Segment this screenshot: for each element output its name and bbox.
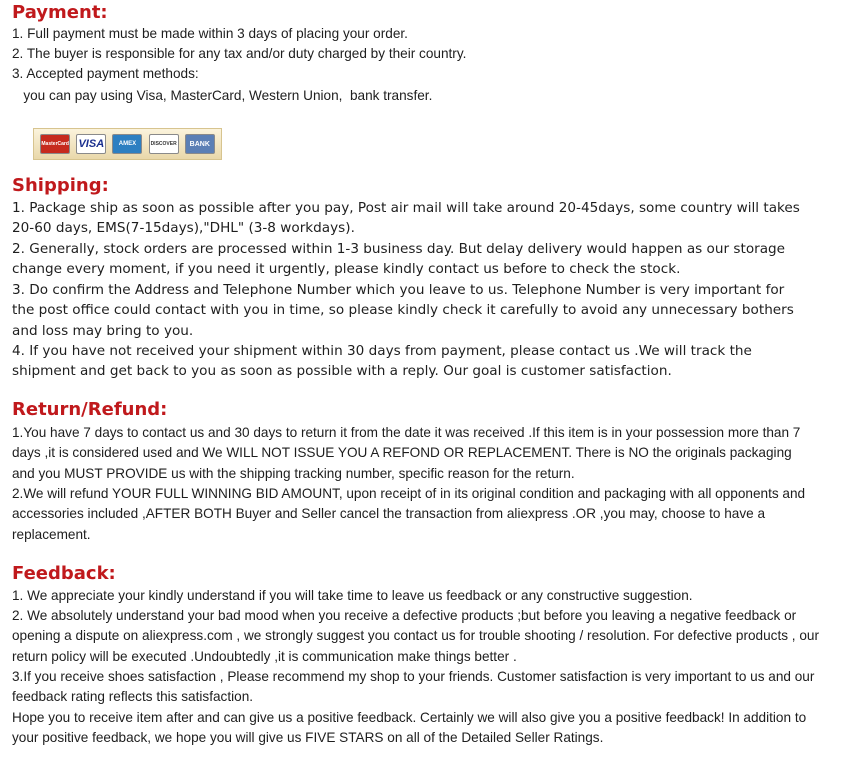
bank-logo: BANK — [185, 134, 215, 154]
payment-heading: Payment: — [12, 2, 108, 23]
refund-paragraph-1: 1.You have 7 days to contact us and 30 days to return it from the date it was received .If this item is in your possession more than 7 days ,it is considered used and We WILL NOT ISSUE YOU A REFOND OR REPLACEMENT. There is NO the originals packaging and you MUST PROVIDE us with the shipping tracking number, specific reason for the return. — [12, 425, 801, 481]
feedback-paragraph-2: 2. We absolutely understand your bad mood when you receive a defective products ;but before you leaving a negative feedback or opening a dispute on aliexpress.com , we strongly suggest you contact us for trouble shooting / resolution. For defective products , our return policy will be executed .Undoubtedly ,it is communication make things better . — [12, 608, 820, 664]
payment-cards-banner — [33, 128, 222, 160]
visa-logo: VISA — [76, 134, 106, 154]
amex-logo: AMEX — [112, 134, 142, 154]
shipping-paragraph-2: 2. Generally, stock orders are processed within 1-3 business day. But delay delivery would happen as our storage change every moment, if you need it urgently, please kindly contact us before to check the stock. — [12, 241, 786, 278]
discover-logo: DISCOVER — [149, 134, 179, 154]
shipping-paragraph-3: 3. Do confirm the Address and Telephone Number which you leave to us. Telephone Number is very important for the post office could contact with you in time, so please kindly check it carefully to avoid any unnecessary bothers and loss may bring to you. — [12, 282, 794, 339]
feedback-paragraph-3: 3.If you receive shoes satisfaction , Please recommend my shop to your friends. Customer satisfaction is very important to us and our feedback rating reflects this satisfaction. — [12, 669, 815, 705]
shipping-heading: Shipping: — [12, 175, 109, 196]
payment-line-1: 1. Full payment must be made within 3 days of placing your order. — [12, 26, 408, 41]
payment-line-2: 2. The buyer is responsible for any tax and/or duty charged by their country. — [12, 46, 467, 61]
refund-paragraph-2: 2.We will refund YOUR FULL WINNING BID AMOUNT, upon receipt of in its original condition and packaging with all opponents and accessories included ,AFTER BOTH Buyer and Seller cancel the transaction from aliexpress .OR ,you may, choose to have a replacement. — [12, 486, 806, 542]
payment-line-4: you can pay using Visa, MasterCard, Western Union, bank transfer. — [12, 88, 433, 103]
feedback-paragraph-4: Hope you to receive item after and can give us a positive feedback. Certainly we will also give you a positive feedback! In addition to your positive feedback, we hope you will give us FIVE STARS on all of the Detailed Seller Ratings. — [12, 710, 807, 746]
feedback-heading: Feedback: — [12, 563, 116, 584]
shipping-paragraph-1: 1. Package ship as soon as possible after you pay, Post air mail will take around 20-45days, some country will takes 20-60 days, EMS(7-15days),"DHL" (3-8 workdays). — [12, 200, 800, 237]
payment-line-3: 3. Accepted payment methods: — [12, 66, 199, 81]
refund-heading: Return/Refund: — [12, 399, 168, 420]
feedback-paragraph-1: 1. We appreciate your kindly understand if you will take time to leave us feedback or any constructive suggestion. — [12, 588, 693, 603]
shipping-paragraph-4: 4. If you have not received your shipment within 30 days from payment, please contact us .We will track the shipment and get back to you as soon as possible with a reply. Our goal is customer satisfaction. — [12, 343, 752, 380]
mastercard-logo: MasterCard — [40, 134, 70, 154]
